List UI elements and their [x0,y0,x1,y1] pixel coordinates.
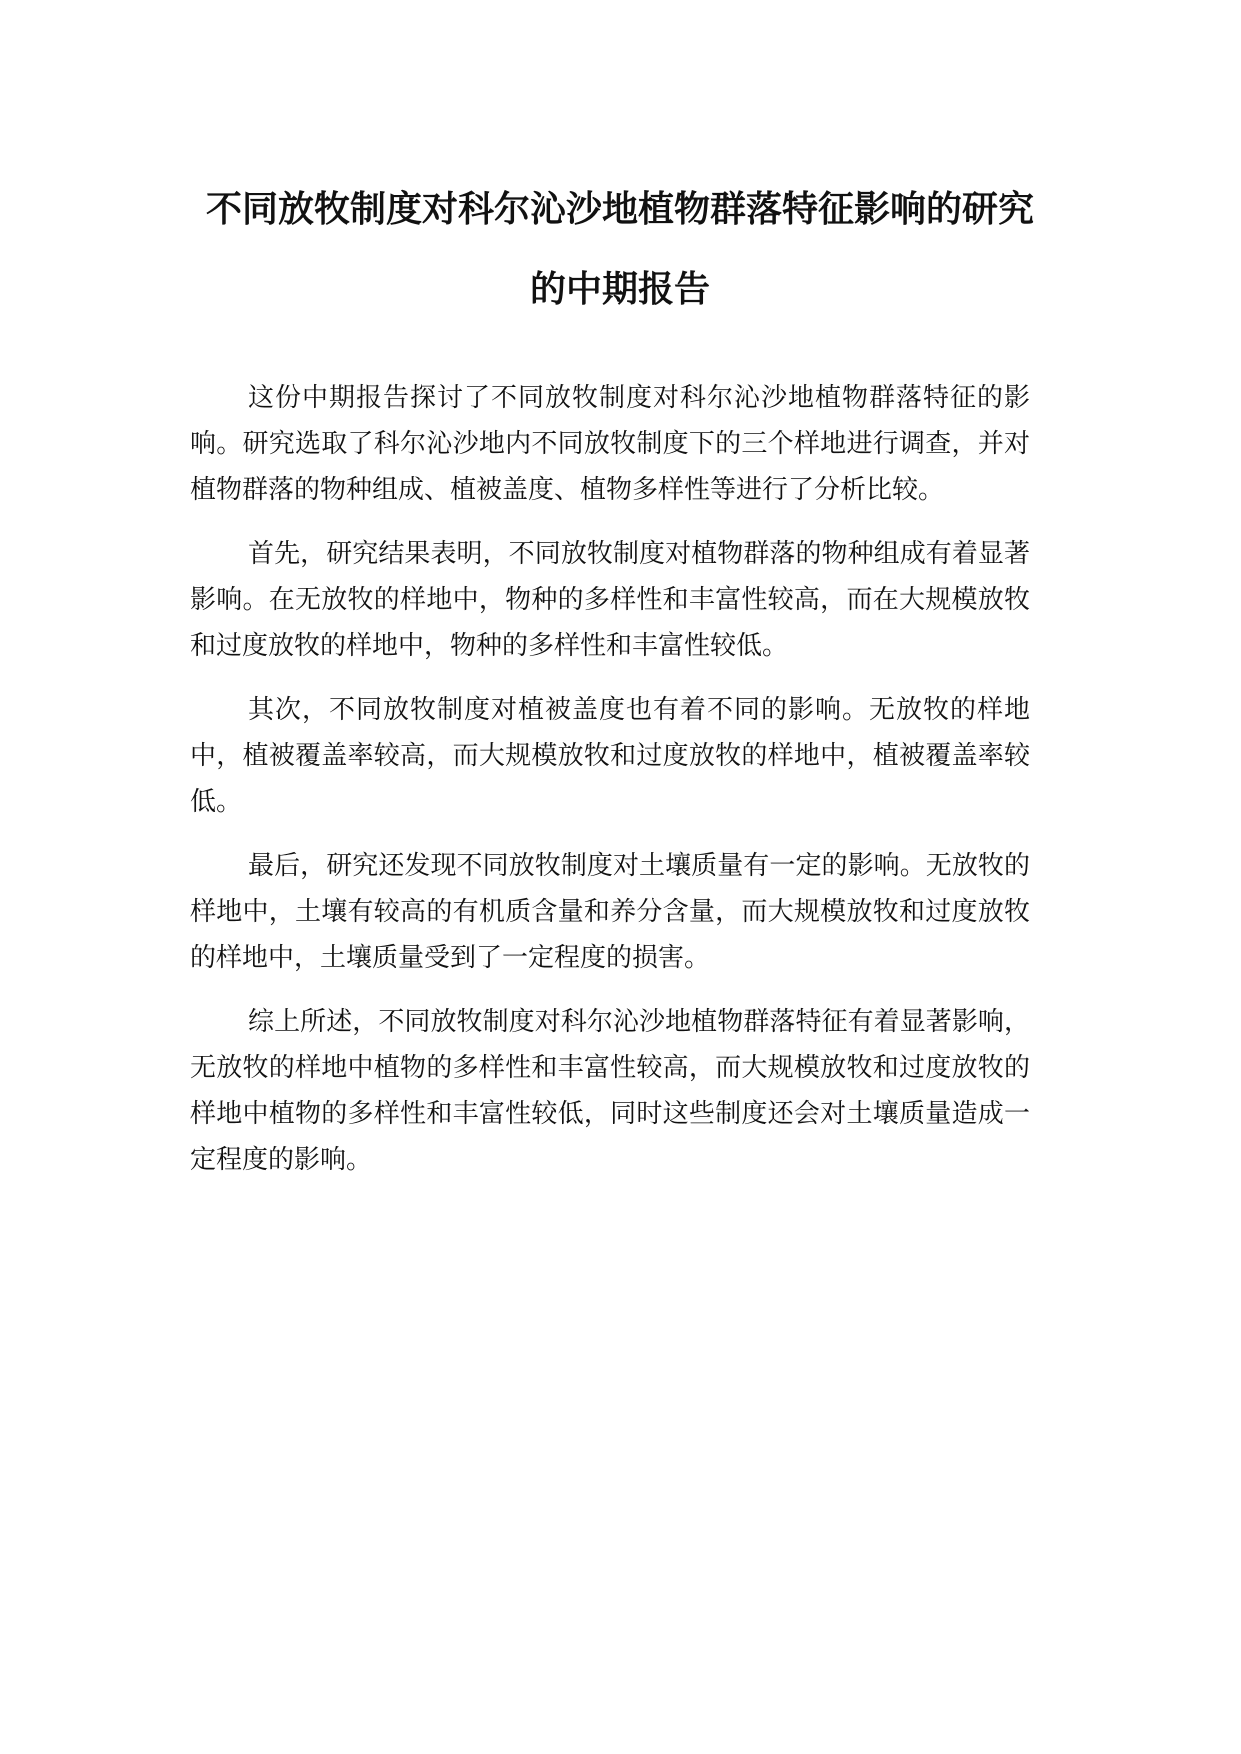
paragraph-soil-quality: 最后，研究还发现不同放牧制度对土壤质量有一定的影响。无放牧的样地中，土壤有较高的有机质含量和养分含量，而大规模放牧和过度放牧的样地中，土壤质量受到了一定程度的损害。 [190,851,1030,973]
document-title: 不同放牧制度对科尔沁沙地植物群落特征影响的研究的中期报告 [205,189,1034,310]
document-body [190,375,1030,1201]
paragraph-species-composition: 首先，研究结果表明，不同放牧制度对植物群落的物种组成有着显著影响。在无放牧的样地中，物种的多样性和丰富性较高，而在大规模放牧和过度放牧的样地中，物种的多样性和丰富性较低。 [190,539,1030,661]
paragraph-intro: 这份中期报告探讨了不同放牧制度对科尔沁沙地植物群落特征的影响。研究选取了科尔沁沙地内不同放牧制度下的三个样地进行调查，并对植物群落的物种组成、植被盖度、植物多样性等进行了分析比较。 [190,383,1030,505]
paragraph-vegetation-cover: 其次，不同放牧制度对植被盖度也有着不同的影响。无放牧的样地中，植被覆盖率较高，而大规模放牧和过度放牧的样地中，植被覆盖率较低。 [190,695,1030,817]
paragraph-conclusion: 综上所述，不同放牧制度对科尔沁沙地植物群落特征有着显著影响，无放牧的样地中植物的多样性和丰富性较高，而大规模放牧和过度放牧的样地中植物的多样性和丰富性较低，同时这些制度还会对土壤质量造成一定程度的影响。 [190,1007,1030,1175]
